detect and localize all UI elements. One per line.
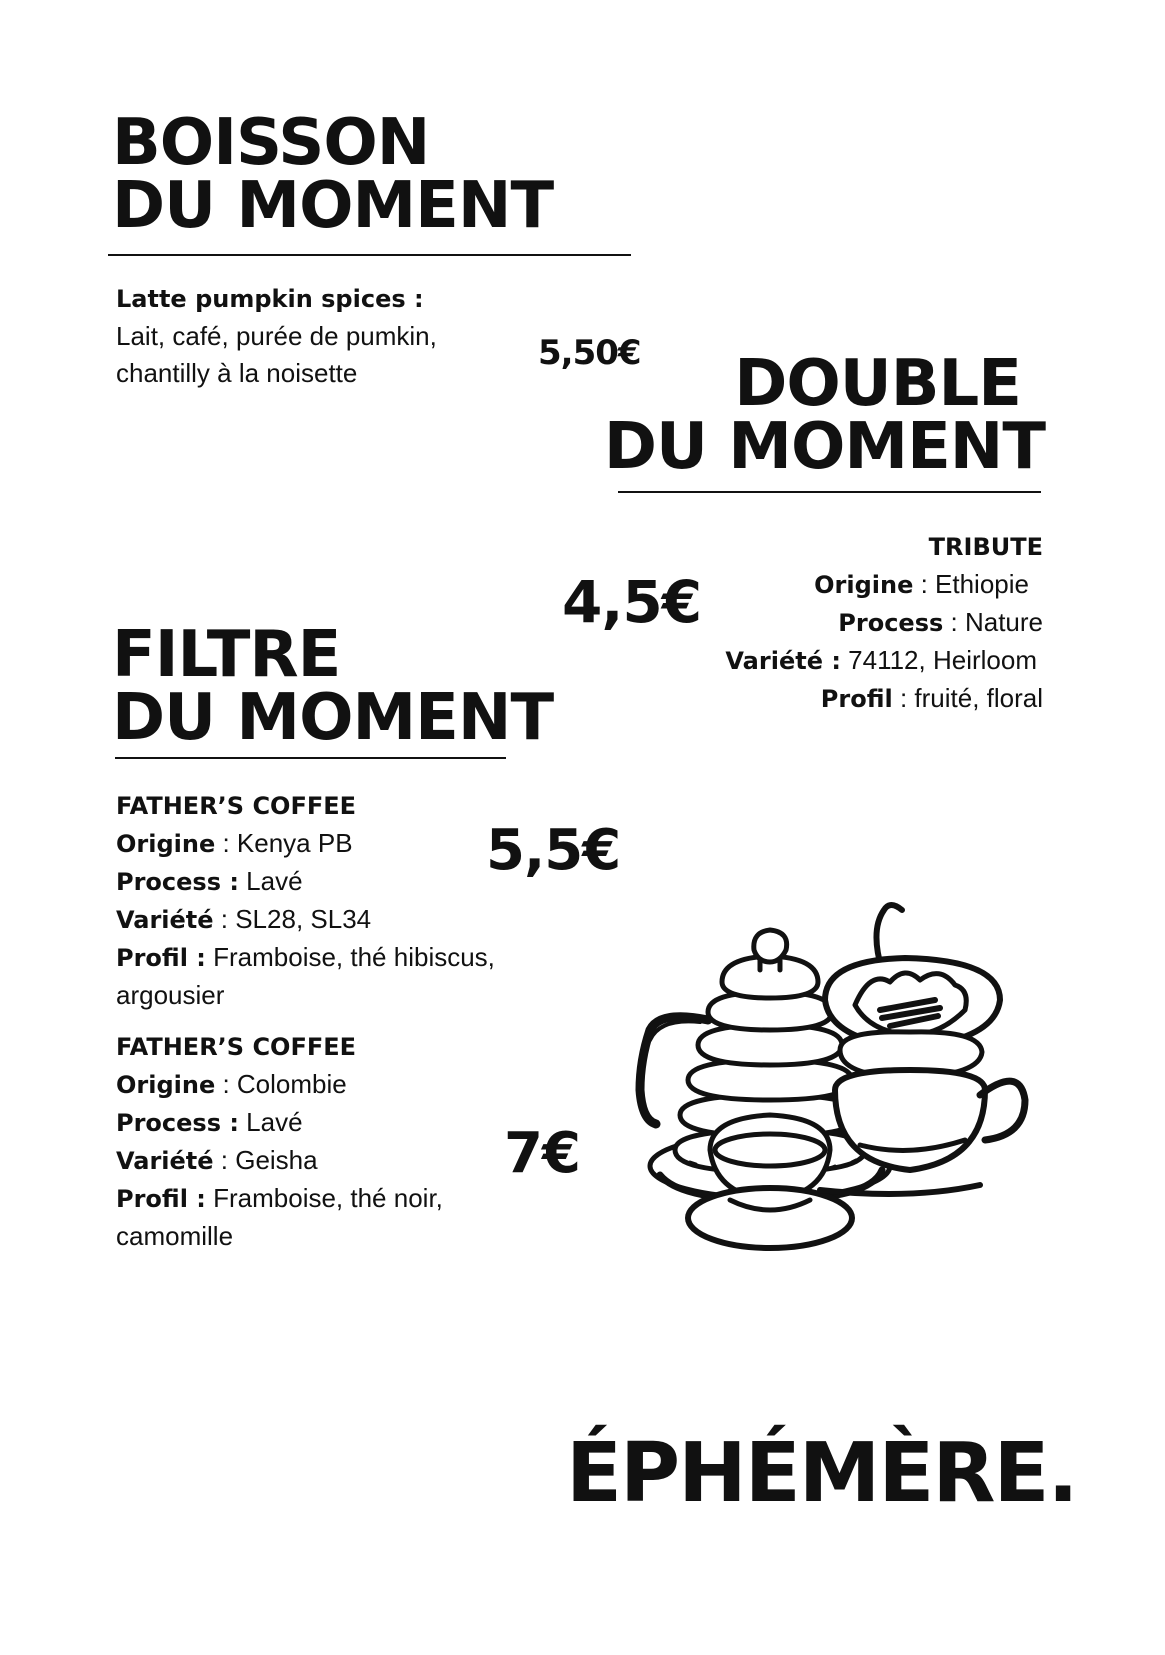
boisson-item-desc-line2: chantilly à la noisette <box>116 358 358 388</box>
filtre-item-1-profil-cont: argousier <box>116 980 225 1010</box>
double-profil-label: Profil <box>820 685 893 713</box>
filtre-item-2-profil <box>116 1180 443 1218</box>
filtre-item-2-variete-label: Variété <box>116 1147 214 1175</box>
filtre-title-line2: DU MOMENT <box>112 680 554 755</box>
double-variete <box>623 642 1043 680</box>
double-title-line1: DOUBLE <box>734 347 1021 421</box>
filtre-item-1-profil-value: Framboise, thé hibiscus, <box>205 942 495 972</box>
filtre-item-1-origine-label: Origine <box>116 830 216 858</box>
filtre-item-1-profil <box>116 939 495 977</box>
filtre-item-1-process-value: Lavé <box>238 866 303 896</box>
filtre-item-2-process <box>116 1104 443 1142</box>
filtre-item-2-variete-value: : Geisha <box>213 1145 318 1175</box>
filtre-item-2-process-value: Lavé <box>238 1107 303 1137</box>
boisson-title <box>112 106 554 243</box>
boisson-price: 5,50€ <box>538 333 641 373</box>
filtre-item-1-origine-value: : Kenya PB <box>215 828 353 858</box>
double-divider <box>618 491 1041 493</box>
filtre-item-2-price: 7€ <box>504 1121 580 1186</box>
double-origine <box>623 566 1043 604</box>
filtre-item-1-variete-value: : SL28, SL34 <box>213 904 372 934</box>
double-process-label: Process <box>838 609 944 637</box>
double-title <box>603 347 1045 484</box>
boisson-divider <box>108 254 631 256</box>
double-origine-value: : Ethiopie <box>913 569 1029 599</box>
filtre-item-2-profil-label: Profil : <box>116 1185 206 1213</box>
boisson-title-line1: BOISSON <box>112 106 430 180</box>
double-item-name: TRIBUTE <box>928 533 1043 561</box>
boisson-item-desc-line1: Lait, café, purée de pumkin, <box>116 321 437 351</box>
boisson-title-line2: DU MOMENT <box>112 168 554 243</box>
double-profil-value: : fruité, floral <box>892 683 1043 713</box>
filtre-item-2-origine-label: Origine <box>116 1071 216 1099</box>
brand-name: ÉPHÉMÈRE. <box>566 1426 1077 1521</box>
filtre-item-1-process <box>116 863 495 901</box>
filtre-item-2 <box>116 1029 443 1255</box>
filtre-item-2-name: FATHER’S COFFEE <box>116 1033 357 1061</box>
filtre-item-1-process-label: Process : <box>116 868 239 896</box>
coffee-kettle-dripper-illustration-icon <box>620 900 1090 1300</box>
filtre-item-1-variete <box>116 901 495 939</box>
filtre-title <box>112 618 554 755</box>
filtre-item-1-origine <box>116 825 495 863</box>
filtre-item-1-price: 5,5€ <box>486 818 621 883</box>
filtre-item-2-profil-cont: camomille <box>116 1221 234 1251</box>
filtre-item-1-name: FATHER’S COFFEE <box>116 792 357 820</box>
filtre-item-2-origine-value: : Colombie <box>215 1069 347 1099</box>
filtre-item-1-variete-label: Variété <box>116 906 214 934</box>
filtre-divider <box>115 757 506 759</box>
double-price: 4,5€ <box>562 568 702 636</box>
double-origine-label: Origine <box>814 571 914 599</box>
double-variete-value: 74112, Heirloom <box>840 645 1037 675</box>
double-item <box>623 529 1043 718</box>
boisson-item-name: Latte pumpkin spices : <box>116 285 424 313</box>
double-process <box>623 604 1043 642</box>
filtre-item-2-profil-value: Framboise, thé noir, <box>205 1183 443 1213</box>
double-title-line2: DU MOMENT <box>603 409 1045 484</box>
boisson-item <box>116 281 437 392</box>
filtre-item-2-process-label: Process : <box>116 1109 239 1137</box>
filtre-item-1-profil-label: Profil : <box>116 944 206 972</box>
filtre-item-2-origine <box>116 1066 443 1104</box>
double-profil <box>623 680 1043 718</box>
double-process-value: : Nature <box>943 607 1043 637</box>
filtre-title-line1: FILTRE <box>112 618 341 692</box>
double-variete-label: Variété : <box>725 647 841 675</box>
filtre-item-1 <box>116 788 495 1014</box>
filtre-item-2-variete <box>116 1142 443 1180</box>
